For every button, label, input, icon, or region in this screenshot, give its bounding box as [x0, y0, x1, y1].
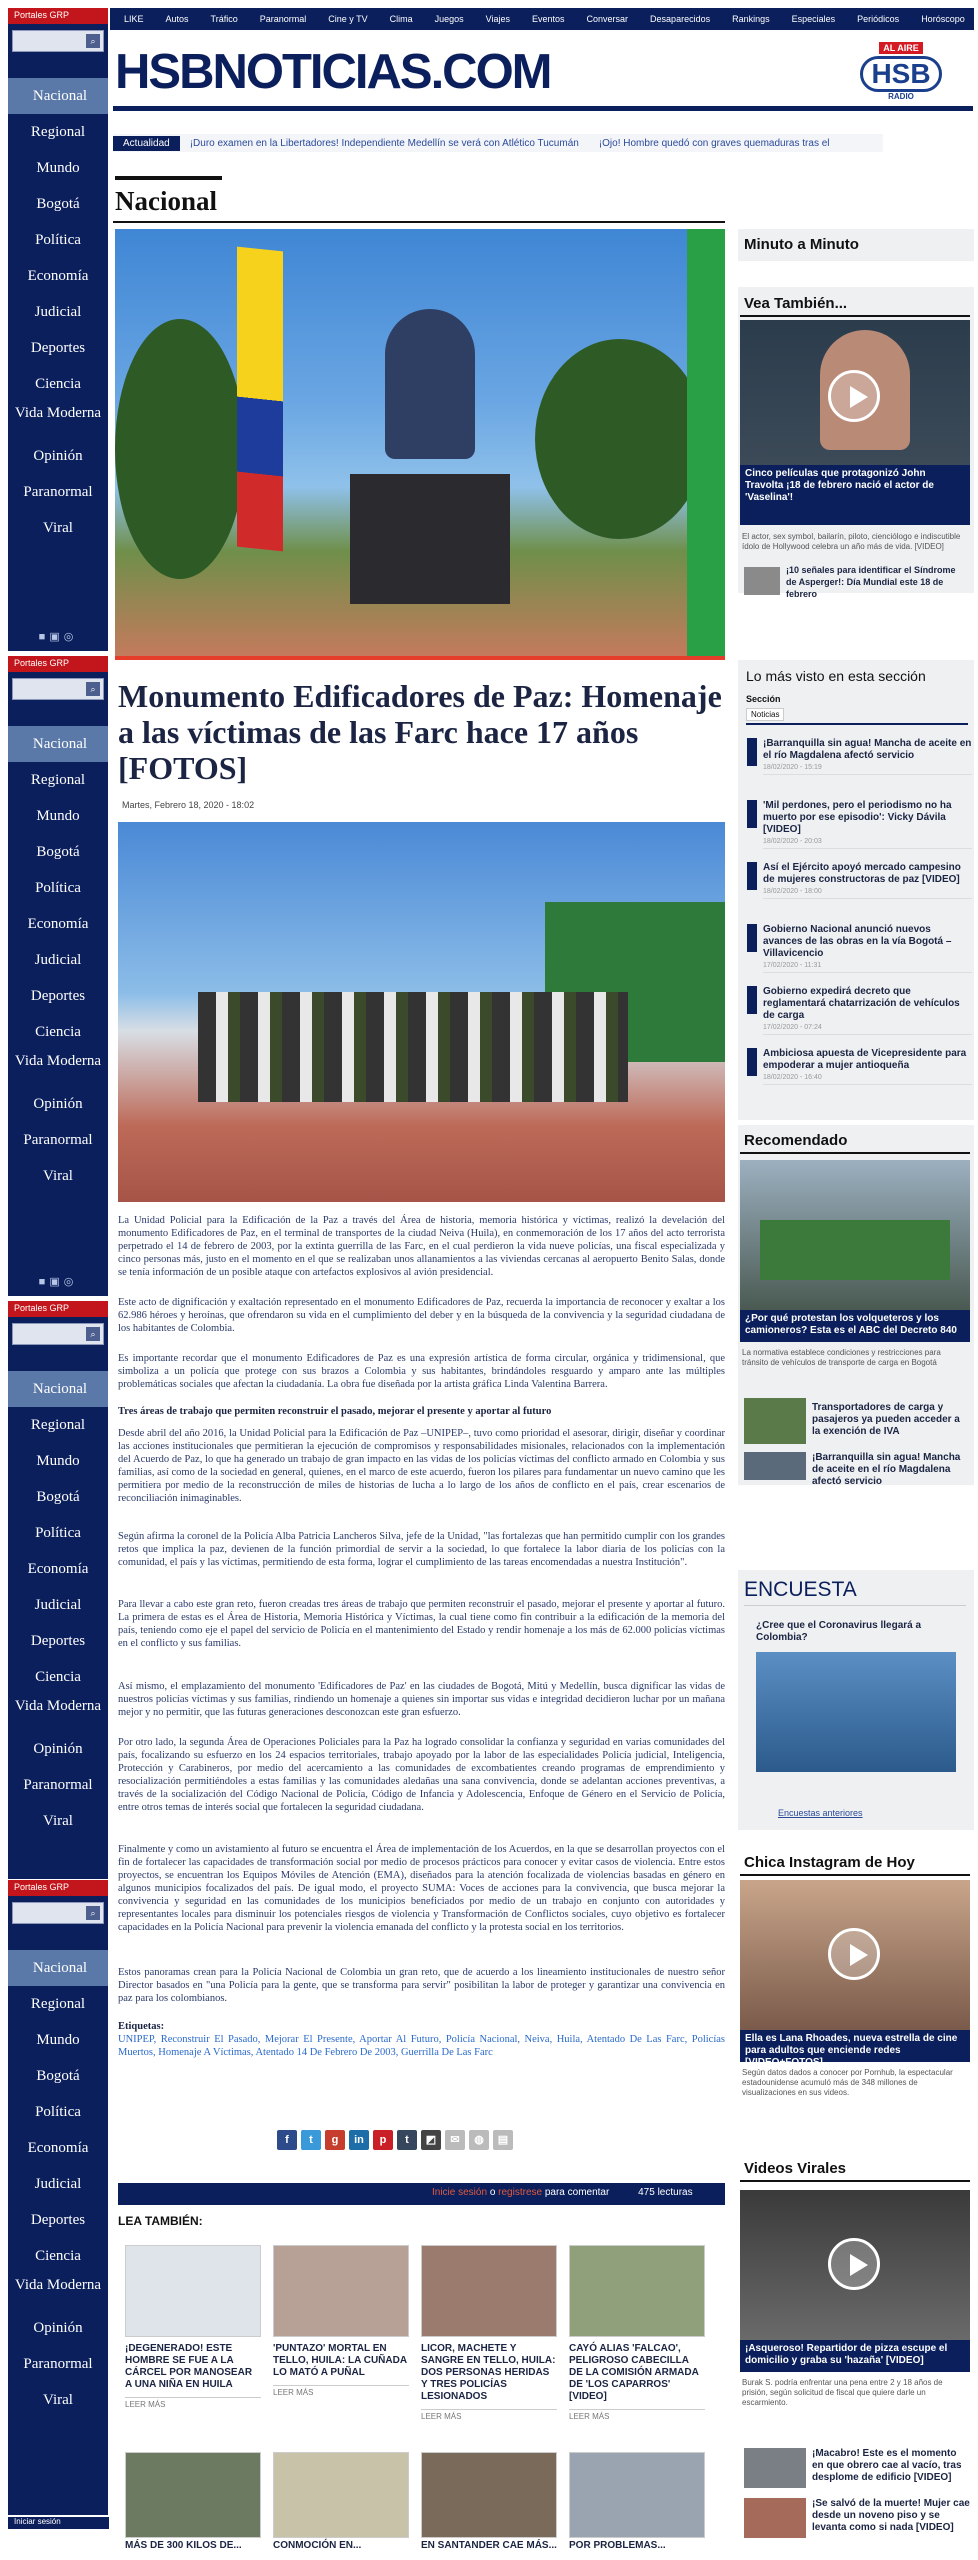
virales-item[interactable]: ¡Se salvó de la muerte! Mujer cae desde un noveno piso y se levanta como si nada [VIDEO]	[812, 2498, 970, 2533]
nav-politica[interactable]: Política	[35, 2104, 81, 2120]
tags-label: Etiquetas:	[118, 2021, 165, 2032]
nav-nacional[interactable]: Nacional	[8, 1371, 108, 1407]
mas-visto-title: Lo más visto en esta sección	[746, 668, 926, 684]
nav-judicial[interactable]: Judicial	[34, 304, 82, 320]
related-title[interactable]: POR PROBLEMAS...	[569, 2540, 666, 2551]
virales-thumb[interactable]	[744, 2448, 806, 2488]
nav-nacional[interactable]: Nacional	[8, 78, 108, 114]
side-nav	[8, 1371, 108, 1839]
top-nav-periodicos[interactable]: Periódicos	[857, 14, 900, 24]
virales-item[interactable]: ¡Macabro! Este es el momento en que obrero cae al vacío, tras desplome de edificio [VIDEO]	[812, 2448, 962, 2483]
login-comment-link[interactable]: Inicie sesión	[432, 2187, 488, 2198]
rank-marker	[747, 738, 757, 766]
nav-ciencia[interactable]: Ciencia	[35, 376, 81, 392]
tab-noticias[interactable]: Noticias	[746, 708, 784, 721]
mas-visto-item[interactable]	[747, 924, 972, 973]
site-logo[interactable]: HSBNOTICIAS.COM	[115, 45, 551, 99]
related-item[interactable]	[125, 2452, 261, 2552]
search-input[interactable]	[12, 1323, 104, 1345]
photo-tree	[535, 339, 705, 539]
photo-trucks	[760, 1220, 950, 1280]
virales-caption[interactable]: ¡Asqueroso! Repartidor de pizza escupe el domicilio y graba su 'hazaña' [VIDEO]	[740, 2340, 970, 2372]
nav-vida-moderna[interactable]: Vida Moderna	[14, 405, 102, 421]
article-paragraph: Desde abril del año 2016, la Unidad Policial para la Edificación de Paz –UNIPEP–, tuvo como prioridad el asesorar, dirigir, diseñar y coordinar las acciones institucionales que permitieran la ejecución de compromisos y responsabilidades misionales, relacionados con la implementación del Acuerdo de Paz, lo que ha generado un trabajo de gran impacto en las vidas de los policías víctimas del conflicto armado en Colombia y sus familias, así como de la sociedad en general, quienes, en el marco de este acuerdo, fueron los pilares para fundamentar un nuevo camino que les permitiera por medio de la reconstrucción de miles de historias de lucha a lo largo de los años de conflicto en el país, crear escenarios de reconciliación inimaginables.	[118, 1428, 725, 1504]
nav-regional[interactable]: Regional	[30, 124, 86, 140]
mas-visto-title-item[interactable]: 'Mil perdones, pero el periodismo no ha muerto por ese episodio': Vicky Dávila [VIDEO]	[763, 800, 952, 835]
vea-title: Vea También...	[744, 295, 848, 312]
mas-visto-meta: 18/02/2020 - 16:40	[763, 1074, 972, 1085]
top-nav-clima[interactable]: Clima	[389, 14, 413, 24]
comment-bar	[118, 2183, 725, 2205]
twitter-icon[interactable]: t	[301, 2130, 321, 2150]
article-title: Monumento Edificadores de Paz: Homenaje a las víctimas de las Farc hace 17 años [FOTOS]	[118, 678, 722, 786]
hero-photo[interactable]	[115, 229, 725, 659]
nav-mundo[interactable]: Mundo	[36, 1453, 80, 1469]
mas-visto-item[interactable]	[747, 800, 972, 849]
tumblr-icon[interactable]: t	[397, 2130, 417, 2150]
nav-judicial[interactable]: Judicial	[34, 1597, 82, 1613]
mas-visto-title-item[interactable]: Ambiciosa apuesta de Vicepresidente para empoderar a mujer antioqueña	[763, 1048, 967, 1071]
register-link[interactable]: registrese	[498, 2187, 543, 2198]
encuesta-image	[756, 1652, 956, 1772]
related-title[interactable]: CONMOCIÓN EN...	[273, 2540, 362, 2551]
sidebar-segment	[8, 1301, 108, 1879]
nav-deportes[interactable]: Deportes	[30, 988, 86, 1004]
article-photo[interactable]	[118, 822, 725, 1202]
recomendado-rule	[740, 1152, 970, 1154]
vea-desc: El actor, sex symbol, bailarín, piloto, cienciólogo e indiscutible ídolo de Hollywood celebra un año más de vida. [VIDEO]	[742, 532, 961, 551]
rank-marker	[747, 800, 757, 828]
top-nav-rankings[interactable]: Rankings	[732, 14, 770, 24]
ticker-item[interactable]: ¡Ojo! Hombre quedó con graves quemaduras tras el	[598, 137, 830, 149]
virales-rule	[740, 2180, 970, 2182]
tab-rule	[746, 723, 968, 725]
nav-opinion[interactable]: Opinión	[33, 448, 83, 464]
news-ticker	[113, 134, 883, 152]
instagram-desc: Según datos dados a conocer por Pornhub, la espectacular estadounidense acumuló más de 348 millones de visualizaciones en sus videos.	[742, 2068, 953, 2097]
encuestas-anteriores-link[interactable]: Encuestas anteriores	[778, 1808, 863, 1818]
encuesta-rule	[744, 1605, 966, 1606]
vea-thumb[interactable]	[744, 567, 780, 595]
nav-ciencia[interactable]: Ciencia	[35, 1024, 81, 1040]
related-thumb[interactable]	[273, 2452, 409, 2538]
google-plus-icon[interactable]: g	[325, 2130, 345, 2150]
top-nav-desaparecidos[interactable]: Desaparecidos	[650, 14, 711, 24]
recomendado-thumb[interactable]	[744, 1398, 806, 1444]
instagram-video[interactable]	[740, 1880, 970, 2030]
mas-visto-meta: 18/02/2020 - 15:19	[763, 764, 972, 775]
nav-regional[interactable]: Regional	[30, 772, 86, 788]
virales-thumb[interactable]	[744, 2498, 806, 2538]
instagram-title: Chica Instagram de Hoy	[744, 1854, 915, 1871]
vea-caption[interactable]: Cinco películas que protagonizó John Travolta ¡18 de febrero nació el actor de 'Vaselina'!	[740, 465, 970, 525]
search-input[interactable]	[12, 678, 104, 700]
section-accent	[115, 176, 222, 180]
article-paragraph: Por otro lado, la segunda Área de Operaciones Policiales para la Paz ha logrado consolidar la confianza y seguridad en varias comunidades del país, focalizando su esfuerzo en los 24 espacios territoriales, trabajo apoyado por la labor de las especialidades Policía judicial, Inteligencia, Protección y Carabineros, por medio del acercamiento a las comunidades de excombatientes creando programas de emprendimiento y resocialización permitiéndoles a estas familias y las comunidades aledañas una sana convivencia, donde se adelantan acciones preventivas, a través de la socialización del Código Nacional de Policía, Código de Infancia y Adolescencia, Enfoque de Género en el Servicio de Policía, entre otros temas de interés social que fortalecen la seguridad ciudadana.	[118, 1737, 725, 1813]
ticker-item[interactable]: ¡Duro examen en la Libertadores! Independiente Medellín se verá con Atlético Tucumán	[189, 137, 579, 149]
recomendado-title: Recomendado	[744, 1132, 848, 1149]
nav-paranormal[interactable]: Paranormal	[23, 484, 93, 500]
nav-bogota[interactable]: Bogotá	[36, 844, 80, 860]
related-thumb[interactable]	[125, 2245, 261, 2337]
nav-deportes[interactable]: Deportes	[30, 340, 86, 356]
mas-visto-meta: 17/02/2020 - 07:24	[763, 1024, 972, 1035]
nav-ciencia[interactable]: Ciencia	[35, 2248, 81, 2264]
related-thumb[interactable]	[273, 2245, 409, 2337]
nav-politica[interactable]: Política	[35, 232, 81, 248]
portales-link[interactable]: Portales GRP	[8, 8, 108, 24]
linkedin-icon[interactable]: in	[349, 2130, 369, 2150]
email-icon[interactable]: ✉	[445, 2130, 465, 2150]
top-nav-like[interactable]: LIKE	[124, 14, 144, 24]
portales-link[interactable]: Portales GRP	[8, 656, 108, 672]
top-nav-conversar[interactable]: Conversar	[586, 14, 629, 24]
nav-nacional[interactable]: Nacional	[8, 726, 108, 762]
radio-sub: RADIO	[888, 92, 914, 101]
mas-visto-item[interactable]	[747, 862, 972, 899]
section-underline	[113, 221, 725, 223]
top-nav-paranormal[interactable]: Paranormal	[259, 14, 307, 24]
top-nav-autos[interactable]: Autos	[165, 14, 189, 24]
photo-edge	[687, 229, 725, 659]
search-input[interactable]	[12, 30, 104, 52]
article-paragraph: Es importante recordar que el monumento Edificadores de Paz es una expresión artística de forma circular, orgánica y tridimensional, que simboliza a un policía que protege con sus brazos a Colombia y sus habitantes, brindándoles resguardo y amparo ante las múltiples problemáticas sociales que afectan la ciudadanía. La obra fue diseñada por la artista gráfica Linda Valentina Barrera.	[118, 1353, 725, 1390]
article-paragraph: Este acto de dignificación y exaltación representado en el monumento Edificadores de Paz, recuerda la importancia de reconocer y exaltar a los 62.986 héroes y heroínas, que ofrendaron su vida en el cumplimiento del deber y en la búsqueda de la convivencia y la seguridad ciudadana de los habitantes de Colombia.	[118, 1297, 725, 1334]
nav-mundo[interactable]: Mundo	[36, 160, 80, 176]
monument-pedestal	[350, 474, 510, 604]
facebook-icon[interactable]: f	[277, 2130, 297, 2150]
related-item[interactable]	[273, 2452, 409, 2552]
nav-viral[interactable]: Viral	[43, 1813, 73, 1829]
read-more-link[interactable]: LEER MÁS	[125, 2397, 261, 2409]
comment-rest: para comentar	[544, 2187, 610, 2198]
search-icon[interactable]: ⌕	[86, 1906, 100, 1920]
search-icon[interactable]: ⌕	[86, 1327, 100, 1341]
nav-mundo[interactable]: Mundo	[36, 808, 80, 824]
nav-vida-moderna[interactable]: Vida Moderna	[14, 1053, 102, 1069]
related-thumb[interactable]	[421, 2452, 557, 2538]
search-icon[interactable]: ⌕	[86, 682, 100, 696]
nav-deportes[interactable]: Deportes	[30, 2212, 86, 2228]
top-nav-juegos[interactable]: Juegos	[434, 14, 464, 24]
nav-bogota[interactable]: Bogotá	[36, 196, 80, 212]
rank-marker	[747, 862, 757, 890]
delicious-icon[interactable]: ◩	[421, 2130, 441, 2150]
monument	[385, 309, 475, 459]
nav-politica[interactable]: Política	[35, 1525, 81, 1541]
nav-viral[interactable]: Viral	[43, 1168, 73, 1184]
related-item[interactable]	[421, 2245, 557, 2421]
header-divider	[113, 106, 973, 111]
encuesta-title: ENCUESTA	[744, 1578, 857, 1601]
colombian-flag	[237, 247, 283, 552]
nav-vida-moderna[interactable]: Vida Moderna	[14, 1698, 102, 1714]
play-icon[interactable]	[828, 370, 880, 422]
mas-visto-item[interactable]	[747, 1048, 972, 1085]
nav-paranormal[interactable]: Paranormal	[23, 1132, 93, 1148]
article-paragraph: Finalmente y como un avistamiento al futuro se encuentra el Área de implementación de los Acuerdos, en la que se desarrollan proyectos con el fin de fortalecer las capacidades de transformación social por medio de procesos prácticos para conocer y evitar casos de violencia. Entre estos proyectos, se encuentran los Equipos Móviles de Atención (EMA), diseñados para la atención focalizada de violencias basadas en género en algunos municipios focalizados del país. De igual modo, el proyecto SUMA: Voces de acciones para la convivencia, que busca mejorar la convivencia y seguridad en las comunidades de los municipios beneficiados por medio de un trabajo en conjunto con autoridades y representantes locales para disminuir los potenciales riesgos de violencia y Transformación de Conflictos sociales, cuyo objetivo es fortalecer capacidades en la Policía Nacional para prevenir la violencia emanada del conflicto y la protesta social en los territorios.	[118, 1844, 725, 1933]
mas-visto-meta: 17/02/2020 - 11:31	[763, 962, 972, 973]
related-item[interactable]	[125, 2245, 261, 2409]
nav-bogota[interactable]: Bogotá	[36, 2068, 80, 2084]
print-icon[interactable]: ▤	[493, 2130, 513, 2150]
side-nav	[8, 78, 108, 546]
top-nav-eventos[interactable]: Eventos	[532, 14, 565, 24]
comment-or: o	[489, 2187, 496, 2198]
related-item[interactable]	[273, 2245, 409, 2397]
vea-item2[interactable]: ¡10 señales para identificar el Síndrome de Asperger!: Día Mundial este 18 de febrero	[786, 565, 956, 599]
recomendado-item[interactable]: Transportadores de carga y pasajeros ya pueden acceder a la exención de IVA	[812, 1402, 960, 1437]
sidebar-segment	[8, 8, 108, 651]
pinterest-icon[interactable]: p	[373, 2130, 393, 2150]
mas-visto-section-label: Sección	[746, 694, 781, 704]
recomendado-thumb[interactable]	[744, 1452, 806, 1480]
virales-video[interactable]	[740, 2190, 970, 2340]
mas-visto-item[interactable]	[747, 986, 972, 1035]
article-date: Martes, Febrero 18, 2020 - 18:02	[122, 800, 255, 810]
mas-visto-title-item[interactable]: Gobierno Nacional anunció nuevos avances de las obras en la vía Bogotá – Villavicencio	[763, 924, 952, 959]
related-title[interactable]: EN SANTANDER CAE MÁS...	[421, 2540, 557, 2551]
vea-video[interactable]	[740, 320, 970, 465]
portales-link[interactable]: Portales GRP	[8, 1301, 108, 1317]
nav-regional[interactable]: Regional	[30, 1417, 86, 1433]
nav-bogota[interactable]: Bogotá	[36, 1489, 80, 1505]
read-more-link[interactable]: LEER MÁS	[569, 2409, 705, 2421]
red-divider	[115, 656, 725, 660]
section-title: Nacional	[115, 186, 218, 216]
nav-opinion[interactable]: Opinión	[33, 1096, 83, 1112]
recomendado-caption[interactable]: ¿Por qué protestan los volqueteros y los camioneros? Esta es el ABC del Decreto 840	[740, 1310, 970, 1342]
reddit-icon[interactable]: ◍	[469, 2130, 489, 2150]
rank-marker	[747, 986, 757, 1014]
search-input[interactable]	[12, 1902, 104, 1924]
side-nav	[8, 726, 108, 1194]
sidebar-segment	[8, 656, 108, 1296]
nav-judicial[interactable]: Judicial	[34, 2176, 82, 2192]
mas-visto-meta: 18/02/2020 - 20:03	[763, 838, 972, 849]
nav-economia[interactable]: Economía	[27, 1561, 89, 1577]
top-nav-trafico[interactable]: Tráfico	[210, 14, 238, 24]
related-title[interactable]: LICOR, MACHETE Y SANGRE EN TELLO, HUILA: DOS PERSONAS HERIDAS Y TRES POLICÍAS LESIONADOS	[421, 2343, 556, 2402]
virales-title: Videos Virales	[744, 2160, 847, 2177]
rank-marker	[747, 924, 757, 952]
nav-ciencia[interactable]: Ciencia	[35, 1669, 81, 1685]
portales-link[interactable]: Portales GRP	[8, 1880, 108, 1896]
nav-economia[interactable]: Economía	[27, 916, 89, 932]
related-thumb[interactable]	[125, 2452, 261, 2538]
lea-tambien-title: LEA TAMBIÉN:	[118, 2214, 203, 2228]
rank-marker	[747, 1048, 757, 1076]
side-nav	[8, 1950, 108, 2418]
article-paragraph: Para llevar a cabo este gran reto, fueron creadas tres áreas de trabajo que permiten reconstruir el pasado, mejorar el presente y aportar al futuro. La primera de estas es el Área de Historia, Memoria Histórica y Víctimas, la cual tiene como fin contribuir a la edificación de la memoria del país, teniendo como eje el papel del servicio de Policía en el mantenimiento del Estado y rendir homenaje a los más de 62.000 policías víctimas en el conflicto y sus familias.	[118, 1599, 725, 1649]
mas-visto-title-item[interactable]: ¡Barranquilla sin agua! Mancha de aceite en el río Magdalena afectó servicio	[763, 738, 972, 761]
related-title[interactable]: ¡DEGENERADO! ESTE HOMBRE SE FUE A LA CÁRCEL POR MANOSEAR A UNA NIÑA EN HUILA	[125, 2343, 253, 2390]
nav-economia[interactable]: Economía	[27, 2140, 89, 2156]
play-icon[interactable]	[828, 2238, 880, 2290]
radio-logo[interactable]	[846, 38, 956, 101]
mas-visto-item[interactable]	[747, 738, 972, 775]
virales-desc: Burak S. podría enfrentar una pena entre 2 y 18 años de prisión, según solicitud de fiscal que quiere darle un escarmiento.	[742, 2378, 943, 2407]
article-paragraph: Así mismo, el emplazamiento del monumento 'Edificadores de Paz' en las ciudades de Bogotá, Mitú y Medellín, busca dignificar las vidas de nuestros policías víctimas y sus familias, rindiendo un homenaje a quienes sin importar sus vidas e integridad decidieron luchar por un mañana mejor y no permitir, que las futuras generaciones desconozcan este gran esfuerzo.	[118, 1681, 725, 1718]
related-title[interactable]: CAYÓ ALIAS 'FALCAO', PELIGROSO CABECILLA DE LA COMISIÓN ARMADA DE 'LOS CAPARROS' [VIDEO]	[569, 2343, 699, 2402]
photo-people	[198, 992, 628, 1102]
nav-regional[interactable]: Regional	[30, 1996, 86, 2012]
encuesta-question: ¿Cree que el Coronavirus llegará a Colombia?	[756, 1620, 922, 1643]
mas-visto-title-item[interactable]: Así el Ejército apoyó mercado campesino de mujeres constructoras de paz [VIDEO]	[763, 862, 961, 885]
nav-opinion[interactable]: Opinión	[33, 1741, 83, 1757]
article-paragraph: La Unidad Policial para la Edificación de la Paz a través del Área de historia, memoria histórica y víctimas, realizó la develación del monumento Edificadores de Paz, en el terminal de transportes de la ciudad Neiva (Huila), en conmemoración de los 17 años del acto terrorista perpetrado el 14 de febrero de 2003, por la extinta guerrilla de las Farc, en el cual perdieron la vida nueve policías, una fiscal especializada y cinco personas más, justo en el momento en el que se realizaban unos allanamientos a las viviendas cercanas al aeropuerto Benito Salas, donde se tenía información de un posible ataque con artefactos explosivos al avión presidencial.	[118, 1215, 725, 1278]
nav-judicial[interactable]: Judicial	[34, 952, 82, 968]
photo-tree	[115, 319, 245, 579]
minuto-title[interactable]: Minuto a Minuto	[744, 236, 859, 253]
media-icons[interactable]: ■▣◎	[38, 1276, 78, 1288]
top-nav-especiales[interactable]: Especiales	[791, 14, 836, 24]
article-paragraph: Estos panoramas crean para la Policía Nacional de Colombia un gran reto, que de acuerdo a los lineamiento institucionales de nuestro señor Director basados en "una Policía para la gente, que se transforma para servir" posibilitan la labor de proteger y garantizar una convivencia en paz para los colombianos.	[118, 1967, 725, 2004]
top-nav-horoscopo[interactable]: Horóscopo	[921, 14, 965, 24]
login-link[interactable]: Iniciar sesión	[8, 2517, 109, 2529]
article-paragraph: Según afirma la coronel de la Policía Alba Patricia Lancheros Silva, jefe de la Unidad, "las fortalezas que han permitido cumplir con los grandes retos que implica la paz, devienen de la función primordial de servir a la sociedad, lo que fortalece la labor diaria de los policías con la comunidad, el país y las víctimas, permitiendo de esta forma, lograr el cumplimiento de las tareas encomendadas a nuestra Institución".	[118, 1531, 725, 1568]
sidebar-segment	[8, 1880, 108, 2515]
media-icons[interactable]: ■▣◎	[38, 631, 78, 643]
nav-nacional[interactable]: Nacional	[8, 1950, 108, 1986]
play-icon[interactable]	[828, 1928, 880, 1980]
nav-mundo[interactable]: Mundo	[36, 2032, 80, 2048]
related-thumb[interactable]	[421, 2245, 557, 2337]
recomendado-item[interactable]: ¡Barranquilla sin agua! Mancha de aceite en el río Magdalena afectó servicio	[812, 1452, 961, 1487]
top-nav	[110, 8, 974, 30]
mas-visto-title-item[interactable]: Gobierno expedirá decreto que reglamentará chatarrización de vehículos de carga	[763, 986, 960, 1021]
reads-count: 475 lecturas	[638, 2187, 693, 2198]
related-title[interactable]: 'PUNTAZO' MORTAL EN TELLO, HUILA: LA CUÑADA LO MATÓ A PUÑAL	[273, 2343, 407, 2378]
vea-rule	[740, 315, 970, 317]
related-item[interactable]	[421, 2452, 557, 2552]
nav-politica[interactable]: Política	[35, 880, 81, 896]
read-more-link[interactable]: LEER MÁS	[273, 2385, 409, 2397]
mas-visto-meta: 18/02/2020 - 18:00	[763, 888, 972, 899]
article-subheading: Tres áreas de trabajo que permiten reconstruir el pasado, mejorar el presente y aportar al futuro	[118, 1406, 552, 1417]
nav-deportes[interactable]: Deportes	[30, 1633, 86, 1649]
instagram-rule	[740, 1874, 970, 1876]
related-thumb[interactable]	[569, 2452, 705, 2538]
tags-list[interactable]: UNIPEP, Reconstruir El Pasado, Mejorar El Presente, Aportar Al Futuro, Policía Nacional, Neiva, Huila, Atentado De Las Farc, Policías Muertos, Homenaje A Víctimas, Atentado 14 De Febrero De 2003, Guerrilla De Las Farc	[118, 2034, 725, 2058]
top-nav-cine[interactable]: Cine y TV	[328, 14, 368, 24]
related-thumb[interactable]	[569, 2245, 705, 2337]
recomendado-image[interactable]	[740, 1160, 970, 1310]
read-more-link[interactable]: LEER MÁS	[421, 2409, 557, 2421]
nav-viral[interactable]: Viral	[43, 520, 73, 536]
recomendado-desc: La normativa establece condiciones y restricciones para tránsito de vehículos de transporte de carga en Bogotá	[742, 1348, 941, 1367]
ticker-label: Actualidad	[113, 136, 180, 151]
nav-paranormal[interactable]: Paranormal	[23, 1777, 93, 1793]
nav-paranormal[interactable]: Paranormal	[23, 2356, 93, 2372]
related-item[interactable]	[569, 2245, 705, 2421]
related-item[interactable]	[569, 2452, 705, 2552]
instagram-caption[interactable]: Ella es Lana Rhoades, nueva estrella de cine para adultos que enciende redes [VIDEO+FOTOS]	[740, 2030, 970, 2062]
search-icon[interactable]: ⌕	[86, 34, 100, 48]
nav-economia[interactable]: Economía	[27, 268, 89, 284]
radio-name: HSB	[860, 56, 941, 92]
nav-vida-moderna[interactable]: Vida Moderna	[14, 2277, 102, 2293]
radio-badge: AL AIRE	[879, 42, 923, 54]
related-title[interactable]: MÁS DE 300 KILOS DE...	[125, 2540, 242, 2551]
nav-viral[interactable]: Viral	[43, 2392, 73, 2408]
top-nav-viajes[interactable]: Viajes	[485, 14, 510, 24]
nav-opinion[interactable]: Opinión	[33, 2320, 83, 2336]
